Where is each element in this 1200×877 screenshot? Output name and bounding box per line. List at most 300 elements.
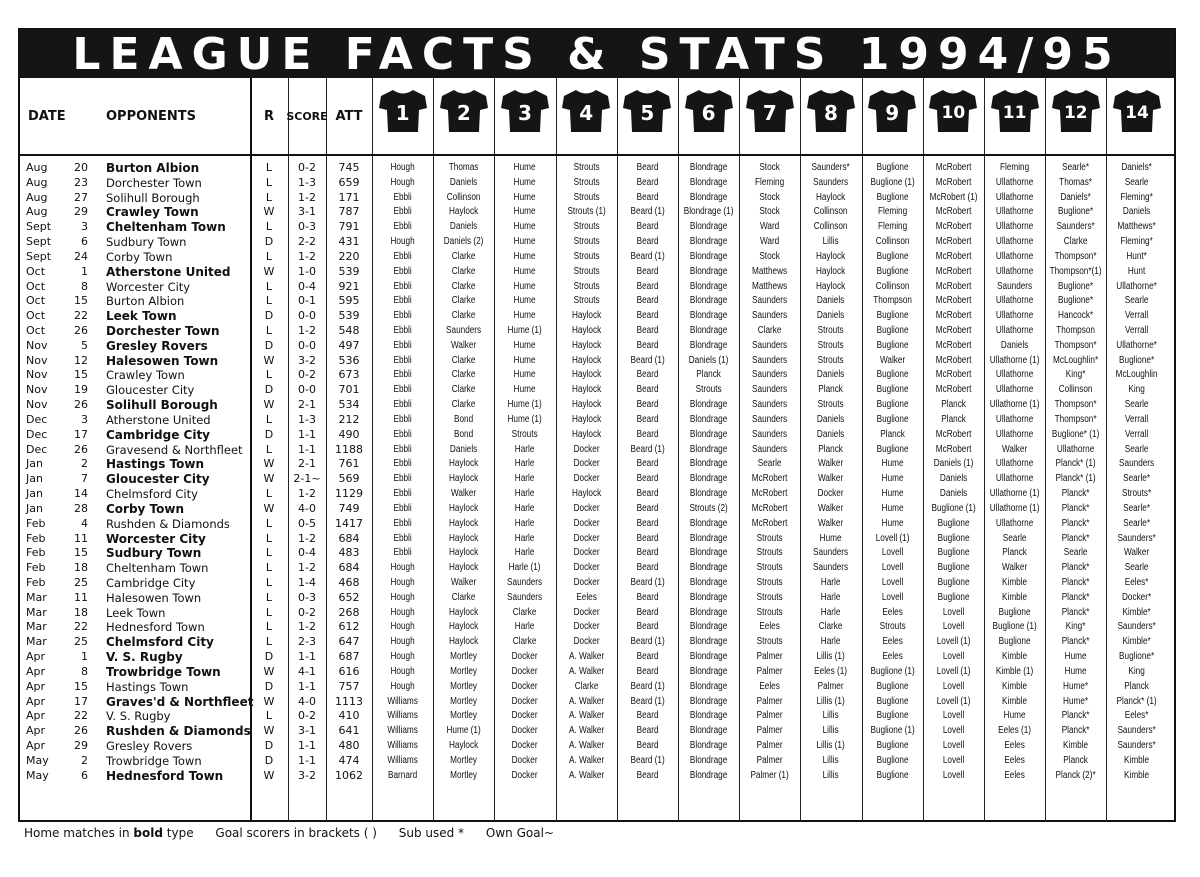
match-opponent: Corby Town	[106, 249, 173, 264]
player-shirt-5: Beard	[636, 325, 659, 337]
player-shirt-3: Saunders	[507, 576, 543, 588]
player-shirt-6: Blondrage	[689, 651, 728, 663]
player-shirt-1: Hough	[390, 591, 415, 603]
player-shirt-11: Fleming	[1000, 162, 1030, 173]
match-result: W	[263, 205, 275, 219]
table-row	[20, 161, 1174, 176]
player-shirt-1: Hough	[390, 651, 415, 663]
player-shirt-8: Lillis (1)	[816, 739, 846, 751]
match-day: 11	[74, 531, 88, 545]
player-shirt-10: Buglione	[937, 547, 970, 559]
player-shirt-5: Beard	[636, 651, 659, 663]
player-shirt-8: Saunders	[813, 547, 849, 559]
player-shirt-9: Buglione	[876, 443, 909, 455]
player-shirt-14: Searle*	[1123, 473, 1151, 485]
player-shirt-9: Hume	[881, 488, 904, 500]
player-shirt-12: Thompson*	[1054, 339, 1097, 351]
player-shirt-10: Lovell	[942, 754, 965, 766]
player-shirt-2: Clarke	[451, 295, 476, 307]
match-opponent: Atherstone United	[106, 412, 211, 427]
match-opponent: Sudbury Town	[106, 546, 202, 561]
match-attendance: 641	[338, 724, 360, 738]
player-shirt-9: Buglione (1)	[870, 725, 915, 737]
player-shirt-8: Lillis	[823, 754, 839, 766]
player-shirt-14: Walker	[1124, 547, 1150, 559]
player-shirt-9: Buglione	[876, 339, 909, 351]
match-month: May	[26, 768, 49, 782]
player-shirt-2: Clarke	[451, 591, 476, 603]
player-shirt-10: Lovell	[942, 606, 965, 618]
player-shirt-4: A. Walker	[568, 665, 604, 677]
match-month: Dec	[26, 427, 48, 441]
player-shirt-2: Thomas	[448, 162, 479, 173]
player-shirt-2: Haylock	[449, 458, 479, 470]
match-result: W	[263, 664, 275, 678]
match-result: D	[264, 338, 274, 352]
match-result: L	[265, 249, 273, 263]
player-shirt-2: Clarke	[451, 354, 476, 366]
match-opponent: Leek Town	[106, 605, 166, 620]
player-shirt-10: McRobert	[935, 384, 972, 396]
player-shirt-8: Hume	[820, 532, 842, 544]
player-shirt-10: Daniels (1)	[933, 458, 974, 470]
shirt-number-7-icon	[745, 88, 795, 134]
player-shirt-14: Verrall	[1125, 325, 1149, 337]
match-month: Feb	[26, 546, 46, 560]
shirt-number-label: 10	[941, 103, 966, 123]
player-shirt-3: Hume	[514, 206, 536, 218]
player-shirt-7: Ward	[760, 221, 780, 233]
match-opponent: Cambridge City	[106, 427, 211, 442]
player-shirt-9: Buglione (1)	[870, 176, 915, 188]
match-result: L	[265, 546, 273, 560]
player-shirt-7: Eeles	[759, 621, 781, 633]
player-shirt-6: Blondrage	[689, 443, 728, 455]
table-row	[20, 191, 1174, 206]
player-shirt-1: Ebbli	[393, 206, 412, 218]
player-shirt-11: Ullathorne (1)	[989, 354, 1040, 366]
match-opponent: Leek Town	[106, 309, 177, 324]
player-shirt-9: Buglione	[876, 250, 909, 262]
match-month: Jan	[26, 472, 43, 486]
player-shirt-1: Barnard	[388, 769, 418, 781]
match-score: 4-0	[298, 501, 316, 515]
match-attendance: 171	[338, 190, 360, 204]
player-shirt-7: Ward	[760, 236, 780, 248]
match-day: 15	[74, 546, 88, 560]
player-shirt-9: Buglione	[876, 369, 909, 381]
player-shirt-4: Haylock	[571, 310, 601, 322]
player-shirt-2: Mortley	[450, 695, 478, 707]
match-opponent: Burton Albion	[106, 294, 185, 309]
match-month: Jan	[26, 501, 43, 515]
player-shirt-11: Ullathorne	[995, 191, 1034, 203]
player-shirt-1: Hough	[390, 621, 415, 633]
player-shirt-4: Haylock	[571, 488, 601, 500]
player-shirt-5: Beard	[636, 236, 659, 248]
match-opponent: Burton Albion	[106, 161, 200, 175]
player-shirt-7: Strouts	[756, 532, 783, 544]
player-shirt-6: Planck	[696, 369, 721, 381]
player-shirt-11: Ullathorne	[995, 206, 1034, 218]
match-attendance: 410	[338, 709, 360, 723]
table-row	[20, 398, 1174, 413]
player-shirt-4: Haylock	[571, 354, 601, 366]
player-shirt-9: Lovell	[881, 591, 903, 603]
player-shirt-14: Ullathorne*	[1116, 280, 1158, 292]
player-shirt-1: Ebbli	[393, 458, 412, 470]
player-shirt-4: Docker	[573, 576, 600, 588]
player-shirt-5: Beard (1)	[630, 680, 665, 692]
player-shirt-8: Lillis	[823, 725, 839, 737]
player-shirt-8: Daniels	[817, 295, 845, 307]
player-shirt-9: Planck	[879, 428, 905, 440]
player-shirt-12: Planck*	[1061, 591, 1090, 603]
player-shirt-5: Beard	[636, 428, 659, 440]
player-shirt-8: Harle	[821, 591, 841, 603]
match-score: 0-2	[298, 368, 316, 382]
player-shirt-2: Haylock	[449, 739, 479, 751]
player-shirt-7: Stock	[759, 162, 781, 173]
table-row	[20, 294, 1174, 309]
player-shirt-5: Beard	[636, 176, 659, 188]
player-shirt-3: Hume	[514, 236, 536, 248]
player-shirt-8: Daniels	[817, 428, 845, 440]
player-shirt-3: Harle (1)	[509, 562, 541, 574]
player-shirt-12: Buglione*	[1058, 280, 1094, 292]
shirt-number-1-icon	[378, 88, 428, 134]
player-shirt-14: Kimble*	[1122, 636, 1152, 648]
player-shirt-3: Hume	[514, 250, 536, 262]
player-shirt-1: Williams	[387, 754, 418, 766]
player-shirt-4: A. Walker	[568, 651, 604, 663]
legend-sub: Sub used *	[398, 826, 465, 840]
match-result: W	[263, 472, 275, 486]
player-shirt-3: Docker	[511, 769, 538, 781]
player-shirt-2: Clarke	[451, 280, 476, 292]
player-shirt-7: Palmer (1)	[750, 769, 789, 781]
match-day: 5	[81, 338, 88, 352]
player-shirt-4: Strouts	[573, 250, 600, 262]
table-row	[20, 354, 1174, 369]
player-shirt-8: Strouts	[817, 399, 844, 411]
player-shirt-6: Blondrage	[689, 665, 728, 677]
match-result: L	[265, 324, 273, 338]
player-shirt-11: Ullathorne	[995, 295, 1034, 307]
match-attendance: 701	[338, 383, 360, 397]
match-month: Mar	[26, 605, 47, 619]
player-shirt-12: McLoughlin*	[1053, 354, 1099, 366]
player-shirt-4: Docker	[573, 621, 600, 633]
shirt-number-5-icon	[622, 88, 672, 134]
player-shirt-12: Ullathorne	[1057, 443, 1095, 455]
player-shirt-12: Planck	[1063, 754, 1089, 766]
player-shirt-1: Hough	[390, 176, 415, 188]
player-shirt-11: Ullathorne	[995, 458, 1034, 470]
player-shirt-6: Blondrage	[689, 680, 728, 692]
player-shirt-8: Lillis	[823, 710, 839, 722]
player-shirt-6: Strouts	[695, 384, 722, 396]
player-shirt-7: Palmer	[756, 710, 783, 722]
player-shirt-1: Hough	[390, 162, 415, 173]
player-shirt-7: Saunders	[752, 428, 788, 440]
player-shirt-12: Hume	[1064, 665, 1087, 677]
match-day: 24	[74, 249, 88, 263]
player-shirt-6: Blondrage	[689, 399, 728, 411]
player-shirt-3: Hume	[514, 176, 536, 188]
match-day: 23	[74, 175, 88, 189]
player-shirt-1: Ebbli	[393, 354, 412, 366]
player-shirt-3: Harle	[515, 458, 535, 470]
player-shirt-2: Walker	[451, 488, 477, 500]
player-shirt-9: Buglione	[876, 710, 909, 722]
player-shirt-10: Buglione	[937, 576, 970, 588]
player-shirt-11: Ullathorne	[995, 428, 1034, 440]
player-shirt-11: Planck	[1002, 547, 1027, 559]
player-shirt-9: Buglione	[876, 695, 909, 707]
player-shirt-10: McRobert	[935, 428, 972, 440]
match-day: 2	[81, 753, 88, 767]
match-attendance: 684	[338, 561, 360, 575]
player-shirt-5: Beard	[636, 606, 659, 618]
player-shirt-3: Harle	[515, 547, 535, 559]
player-shirt-11: Searle	[1002, 532, 1027, 544]
match-day: 17	[74, 427, 88, 441]
player-shirt-2: Mortley	[450, 680, 478, 692]
player-shirt-3: Hume	[514, 339, 536, 351]
player-shirt-10: Daniels	[939, 488, 968, 500]
player-shirt-9: Lovell	[881, 547, 903, 559]
match-attendance: 539	[338, 309, 360, 323]
player-shirt-1: Ebbli	[393, 413, 412, 425]
table-row	[20, 695, 1174, 710]
player-shirt-11: Ullathorne	[995, 221, 1034, 233]
match-score: 1-3	[298, 175, 316, 189]
player-shirt-7: Strouts	[756, 636, 783, 648]
player-shirt-2: Daniels (2)	[443, 236, 484, 248]
player-shirt-8: Lillis (1)	[816, 695, 846, 707]
match-month: Mar	[26, 620, 47, 634]
player-shirt-12: Hancock*	[1058, 310, 1094, 322]
player-shirt-12: Thompson	[1056, 325, 1096, 337]
shirt-number-9-icon	[867, 88, 917, 134]
player-shirt-9: Fleming	[877, 221, 907, 233]
player-shirt-11: Ullathorne	[995, 265, 1034, 277]
player-shirt-2: Daniels	[450, 221, 478, 233]
player-shirt-9: Lovell	[881, 576, 903, 588]
match-attendance: 687	[338, 650, 360, 664]
table-row	[20, 265, 1174, 280]
player-shirt-6: Blondrage	[689, 562, 728, 574]
match-result: L	[265, 516, 273, 530]
match-score: 2-2	[298, 235, 316, 249]
player-shirt-12: Hume*	[1063, 680, 1089, 692]
player-shirt-7: Stock	[759, 191, 781, 203]
match-score: 0-0	[298, 309, 316, 323]
player-shirt-6: Blondrage	[689, 428, 728, 440]
player-shirt-8: Haylock	[816, 280, 846, 292]
player-shirt-10: Buglione	[937, 532, 970, 544]
shirt-number-label: 6	[701, 101, 716, 125]
player-shirt-11: Ullathorne	[995, 413, 1034, 425]
player-shirt-8: Docker	[817, 488, 844, 500]
match-month: Oct	[26, 324, 46, 338]
player-shirt-11: Eeles	[1004, 739, 1025, 751]
match-opponent: V. S. Rugby	[106, 709, 171, 724]
player-shirt-6: Blondrage	[689, 547, 728, 559]
player-shirt-2: Walker	[451, 576, 477, 588]
player-shirt-11: Eeles (1)	[998, 725, 1031, 737]
player-shirt-10: Lovell	[942, 769, 965, 781]
match-opponent: Hastings Town	[106, 679, 189, 694]
player-shirt-12: Buglione*	[1058, 295, 1094, 307]
player-shirt-12: Thomas*	[1059, 176, 1093, 188]
player-shirt-3: Hume	[514, 354, 536, 366]
player-shirt-14: Verrall	[1125, 413, 1149, 425]
player-shirt-5: Beard	[636, 369, 659, 381]
match-month: Sept	[26, 235, 52, 249]
player-shirt-14: Buglione*	[1119, 651, 1155, 663]
shirt-number-8-icon	[806, 88, 856, 134]
player-shirt-7: Strouts	[756, 591, 783, 603]
player-shirt-7: McRobert	[751, 473, 788, 485]
shirt-number-4-icon	[561, 88, 611, 134]
match-month: Apr	[26, 724, 46, 738]
player-shirt-5: Beard	[636, 221, 659, 233]
player-shirt-9: Buglione (1)	[870, 665, 915, 677]
match-day: 6	[81, 235, 88, 249]
player-shirt-8: Walker	[818, 517, 844, 529]
player-shirt-5: Beard	[636, 339, 659, 351]
match-month: Oct	[26, 279, 46, 293]
match-attendance: 480	[338, 738, 360, 752]
match-score: 0-1	[298, 294, 316, 308]
player-shirt-11: Ullathorne	[995, 310, 1034, 322]
player-shirt-6: Blondrage	[689, 221, 728, 233]
match-attendance: 749	[338, 501, 360, 515]
player-shirt-11: Ullathorne	[995, 236, 1034, 248]
player-shirt-8: Haylock	[816, 250, 846, 262]
match-score: 0-2	[298, 161, 316, 174]
match-attendance: 1417	[335, 516, 363, 530]
player-shirt-11: Ullathorne	[995, 384, 1034, 396]
player-shirt-12: Planck* (1)	[1055, 458, 1096, 470]
table-row	[20, 428, 1174, 443]
shirt-number-12-icon	[1051, 88, 1101, 134]
player-shirt-14: Searle*	[1123, 517, 1151, 529]
player-shirt-14: Kimble	[1124, 769, 1150, 781]
player-shirt-14: Saunders*	[1117, 621, 1157, 633]
match-score: 1-2	[298, 249, 316, 263]
player-shirt-11: Saunders	[997, 280, 1033, 292]
match-opponent: Cheltenham Town	[106, 561, 209, 576]
player-shirt-2: Clarke	[451, 310, 476, 322]
player-shirt-7: Clarke	[757, 325, 782, 337]
player-shirt-2: Bond	[454, 428, 474, 440]
player-shirt-14: King	[1128, 665, 1146, 677]
player-shirt-10: Lovell (1)	[936, 636, 971, 648]
match-month: Aug	[26, 161, 48, 174]
player-shirt-12: Planck*	[1061, 502, 1090, 514]
player-shirt-9: Eeles	[881, 636, 903, 648]
player-shirt-10: Lovell (1)	[936, 665, 971, 677]
player-shirt-12: Planck*	[1061, 488, 1090, 500]
match-day: 19	[74, 383, 88, 397]
player-shirt-4: Haylock	[571, 428, 601, 440]
match-attendance: 647	[338, 635, 360, 649]
player-shirt-5: Beard (1)	[630, 576, 665, 588]
match-opponent: Trowbridge Town	[106, 753, 202, 768]
player-shirt-3: Harle	[515, 488, 535, 500]
player-shirt-1: Hough	[390, 665, 415, 677]
player-shirt-5: Beard	[636, 725, 659, 737]
match-score: 0-0	[298, 383, 316, 397]
player-shirt-9: Hume	[881, 473, 904, 485]
player-shirt-10: McRobert	[935, 250, 972, 262]
match-opponent: Cambridge City	[106, 575, 196, 590]
player-shirt-10: McRobert	[935, 221, 972, 233]
table-row	[20, 561, 1174, 576]
player-shirt-4: Eeles	[575, 591, 597, 603]
player-shirt-11: Ullathorne (1)	[989, 502, 1040, 514]
match-day: 29	[74, 738, 88, 752]
table-row	[20, 220, 1174, 235]
player-shirt-5: Beard	[636, 532, 659, 544]
player-shirt-3: Hume	[514, 295, 536, 307]
table-row	[20, 383, 1174, 398]
match-month: Dec	[26, 442, 48, 456]
player-shirt-3: Hume	[514, 265, 536, 277]
match-score: 1-2	[298, 531, 316, 545]
player-shirt-5: Beard	[636, 739, 659, 751]
shirt-number-label: 7	[762, 101, 777, 125]
player-shirt-14: Kimble	[1124, 754, 1150, 766]
match-day: 1	[81, 650, 88, 664]
header-date: DATE	[28, 108, 66, 124]
player-shirt-14: Searle	[1125, 295, 1149, 307]
match-day: 26	[74, 724, 88, 738]
player-shirt-11: Hume	[1003, 710, 1026, 722]
match-day: 6	[81, 768, 88, 782]
player-shirt-11: Kimble	[1002, 651, 1028, 663]
player-shirt-2: Saunders	[446, 325, 482, 337]
player-shirt-11: Kimble	[1002, 576, 1028, 588]
player-shirt-1: Williams	[387, 725, 418, 737]
player-shirt-5: Beard	[636, 473, 659, 485]
match-opponent: Worcester City	[106, 279, 191, 294]
player-shirt-14: Eeles*	[1125, 710, 1149, 722]
match-attendance: 536	[338, 353, 360, 367]
player-shirt-11: Eeles	[1004, 769, 1025, 781]
table-row	[20, 532, 1174, 547]
player-shirt-12: Hume*	[1063, 695, 1089, 707]
match-month: Nov	[26, 368, 48, 382]
match-result: L	[265, 487, 273, 501]
player-shirt-7: McRobert	[751, 517, 788, 529]
match-month: Sept	[26, 249, 52, 263]
player-shirt-6: Blondrage	[689, 191, 728, 203]
player-shirt-1: Ebbli	[393, 250, 412, 262]
shirt-number-label: 5	[640, 101, 655, 125]
match-result: L	[265, 709, 273, 723]
player-shirt-2: Haylock	[449, 636, 479, 648]
match-day: 22	[74, 620, 88, 634]
player-shirt-11: Walker	[1001, 443, 1028, 455]
table-row	[20, 650, 1174, 665]
player-shirt-5: Beard (1)	[630, 754, 665, 766]
legend	[24, 826, 572, 840]
player-shirt-11: Ullathorne	[995, 473, 1034, 485]
